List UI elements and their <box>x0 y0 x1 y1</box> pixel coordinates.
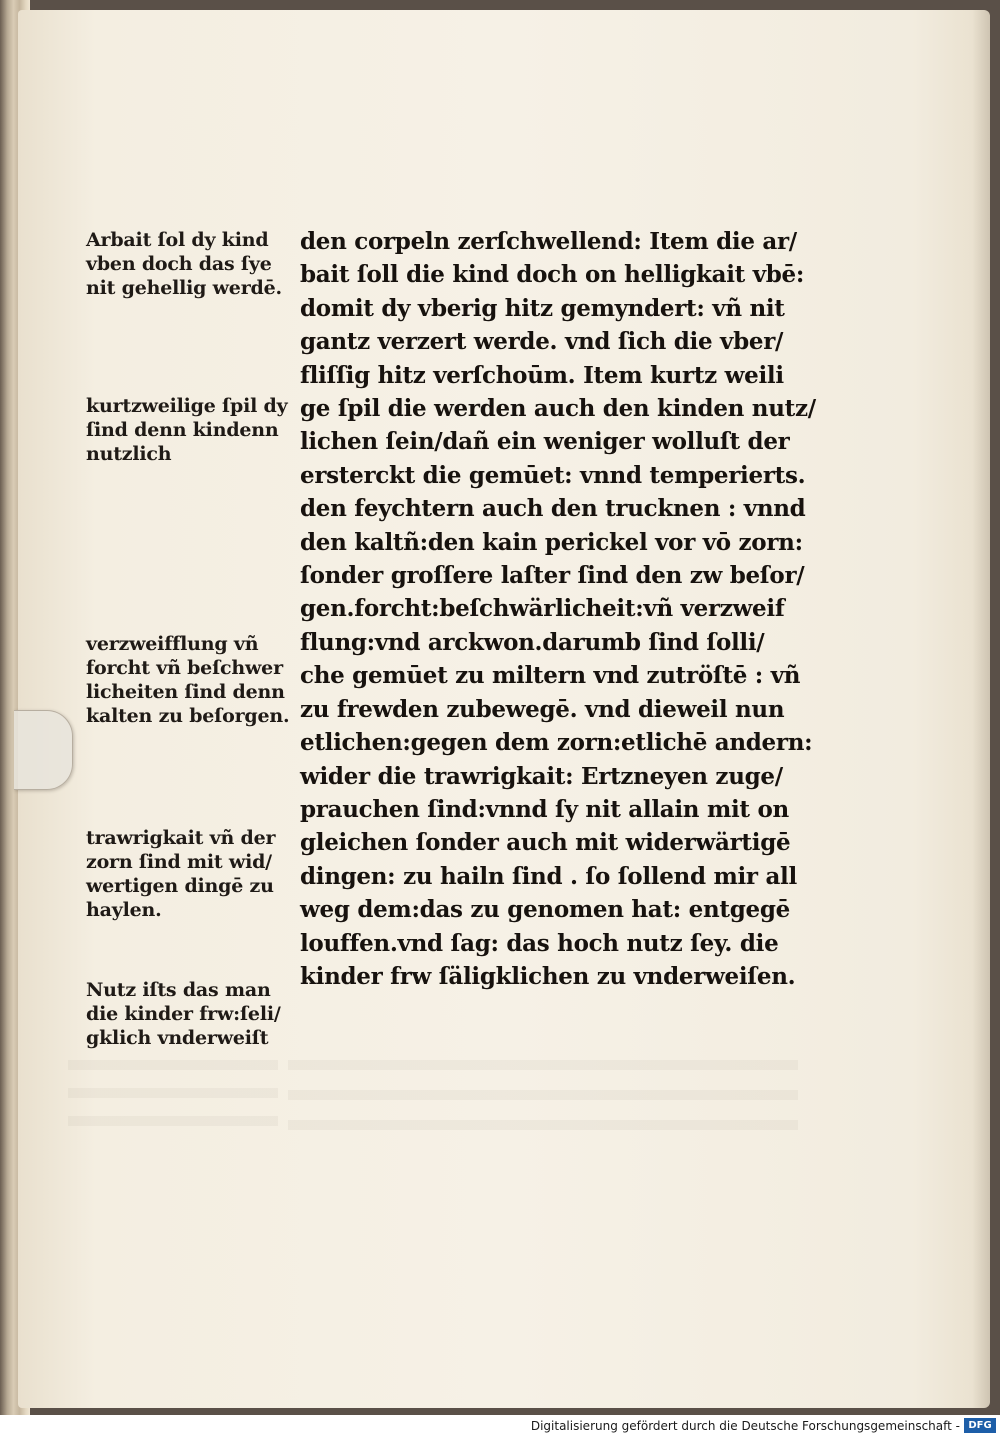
dfg-logo: DFG <box>964 1418 996 1433</box>
note-line: nutzlich <box>86 443 172 465</box>
paper-page <box>18 10 990 1408</box>
text-line: prauchen ſind:vnnd ſy nit allain mit on <box>300 795 789 823</box>
note-line: die kinder frw:ſeli/ <box>86 1003 281 1025</box>
note-line: kalten zu beſorgen. <box>86 705 290 727</box>
text-line: etlichen:gegen dem zorn:etlichē andern: <box>300 729 813 757</box>
note-line: vben doch das ſye <box>86 253 272 275</box>
note-line: forcht vñ beſchwer <box>86 657 283 679</box>
note-line: gklich vnderweiſt <box>86 1027 269 1049</box>
text-line: flung:vnd arckwon.darumb ſind ſolli/ <box>300 628 765 656</box>
text-line: domit dy vberig hitz gemyndert: vñ nit <box>300 294 785 322</box>
text-line: ſonder groſſere laſter ſind den zw beſor/ <box>300 562 805 590</box>
note-line: kurtzweilige ſpil dy <box>86 395 288 417</box>
bookmark-tab <box>14 710 73 790</box>
main-text-block <box>300 225 820 993</box>
note-line: wertigen dingē zu <box>86 875 274 897</box>
text-line: lichen ſein/dañ ein weniger wolluſt der <box>300 428 790 456</box>
text-line: den feychtern auch den trucknen : vnnd <box>300 495 806 523</box>
note-line: Nutz iſts das man <box>86 979 271 1001</box>
text-line: kinder frw ſäligklichen zu vnderweiſen. <box>300 962 796 990</box>
text-line: den corpeln zerſchwellend: Item die ar/ <box>300 228 797 255</box>
note-line: nit gehellig werdē. <box>86 277 282 299</box>
funding-credit: Digitalisierung gefördert durch die Deutsche Forschungsgemeinschaft - <box>530 1419 960 1433</box>
text-line: dingen: zu hailn ſind . ſo ſollend mir all <box>300 862 797 890</box>
margin-note <box>86 228 296 300</box>
text-line: weg dem:das zu genomen hat: entgegē <box>300 896 790 924</box>
margin-note <box>86 978 296 1050</box>
page-shadow <box>972 10 990 1408</box>
bleed-through-mark <box>288 1060 798 1130</box>
note-line: licheiten ſind denn <box>86 681 285 703</box>
bleed-through-mark <box>68 1060 278 1140</box>
note-line: trawrigkait vñ der <box>86 827 276 849</box>
margin-note <box>86 394 296 466</box>
text-line: fliſſig hitz verſchoūm. Item kurtz weili <box>300 361 784 389</box>
text-line: den kaltñ:den kain perickel vor vō zorn: <box>300 528 803 556</box>
text-line: gen.forcht:beſchwärlicheit:vñ verzweif <box>300 595 785 623</box>
text-line: gleichen ſonder auch mit widerwärtigē <box>300 829 791 857</box>
note-line: verzweifflung vñ <box>86 633 259 655</box>
text-line: louffen.vnd ſag: das hoch nutz ſey. die <box>300 929 779 957</box>
margin-note <box>86 632 296 728</box>
text-line: che gemūet zu miltern vnd zutröſtē : vñ <box>300 662 801 690</box>
text-line: wider die trawrigkait: Ertzneyen zuge/ <box>300 762 783 790</box>
note-line: ſind denn kindenn <box>86 419 279 441</box>
text-line: ersterckt die gemūet: vnnd temperierts. <box>300 461 806 489</box>
margin-note <box>86 826 296 922</box>
note-line: zorn ſind mit wid/ <box>86 851 272 873</box>
note-line: haylen. <box>86 899 162 921</box>
text-line: bait ſoll die kind doch on helligkait vbē: <box>300 261 805 289</box>
text-line: ge ſpil die werden auch den kinden nutz/ <box>300 395 816 423</box>
text-line: zu frewden zubewegē. vnd dieweil nun <box>300 695 785 723</box>
text-line: gantz verzert werde. vnd ſich die vber/ <box>300 328 784 356</box>
note-line: Arbait ſol dy kind <box>86 229 269 251</box>
